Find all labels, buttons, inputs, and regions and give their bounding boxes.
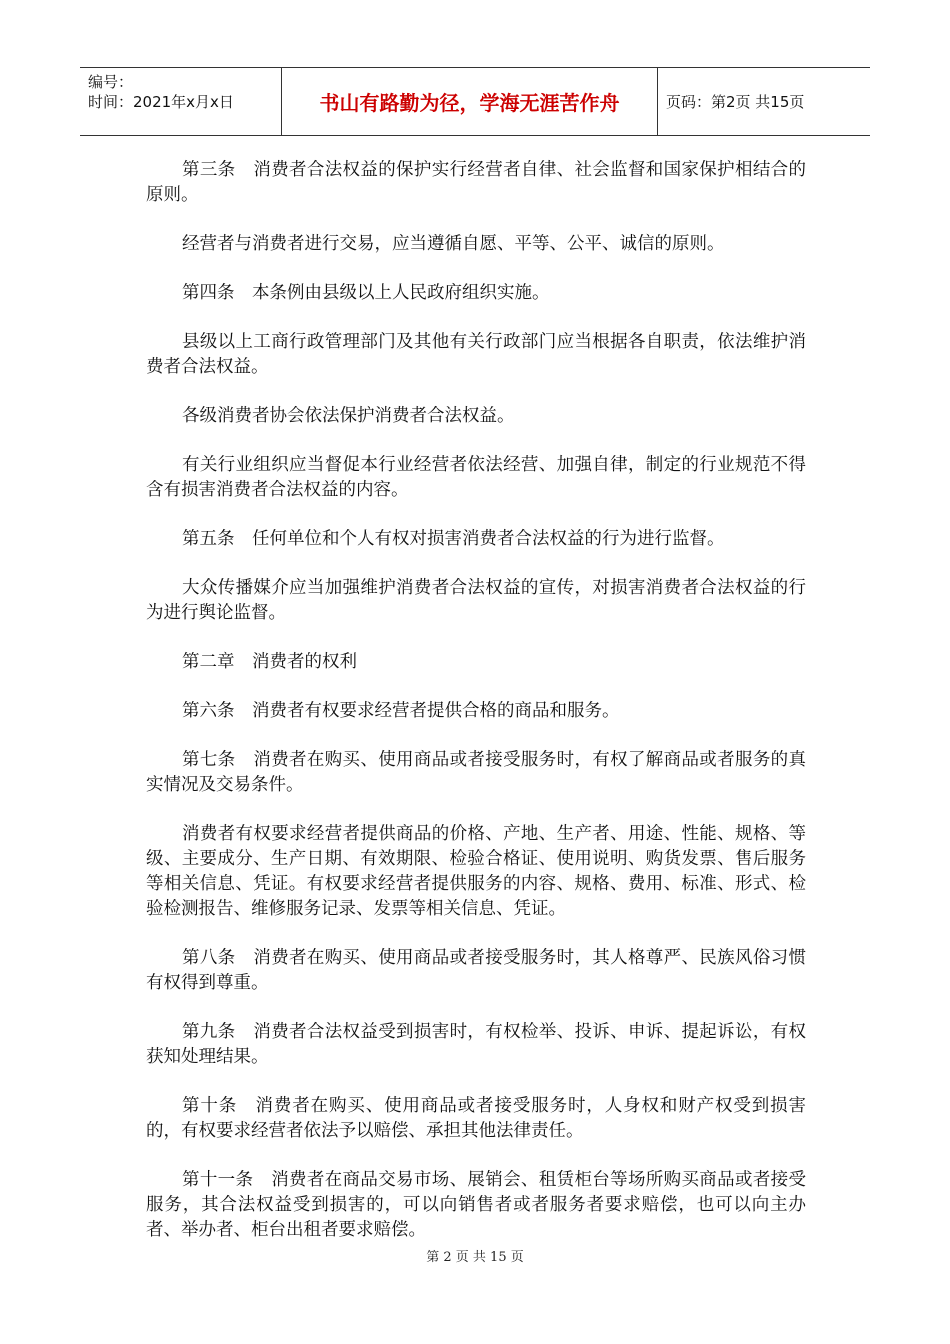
page-info-text: 页码：第2页 共15页 <box>666 93 805 111</box>
header-meta <box>80 68 282 135</box>
footer-page-number: 第 2 页 共 15 页 <box>426 1250 524 1265</box>
motto-text: 书山有路勤为径，学海无涯苦作舟 <box>319 91 620 115</box>
paragraph: 各级消费者协会依法保护消费者合法权益。 <box>182 406 515 426</box>
paragraph: 第十一条 消费者在商品交易市场、展销会、租赁柜台等场所购买商品或者接受服务，其合法权益受到损害的，可以向销售者或者服务者要求赔偿，也可以向主办者、举办者、柜台出租者要求赔偿。 <box>146 1170 806 1240</box>
paragraph: 第七条 消费者在购买、使用商品或者接受服务时，有权了解商品或者服务的真实情况及交易条件。 <box>146 750 806 795</box>
paragraph: 经营者与消费者进行交易，应当遵循自愿、平等、公平、诚信的原则。 <box>182 234 725 254</box>
paragraph: 第四条 本条例由县级以上人民政府组织实施。 <box>182 283 550 303</box>
header-page-info <box>658 68 870 135</box>
document-number-label: 编号： <box>88 73 134 91</box>
page-footer <box>0 1246 950 1265</box>
paragraph: 第八条 消费者在购买、使用商品或者接受服务时，其人格尊严、民族风俗习惯有权得到尊重。 <box>146 948 806 993</box>
paragraph: 第十条 消费者在购买、使用商品或者接受服务时，人身权和财产权受到损害的，有权要求经营者依法予以赔偿、承担其他法律责任。 <box>146 1096 806 1141</box>
paragraph: 第三条 消费者合法权益的保护实行经营者自律、社会监督和国家保护相结合的原则。 <box>146 160 806 205</box>
header-motto <box>282 68 658 135</box>
paragraph: 第五条 任何单位和个人有权对损害消费者合法权益的行为进行监督。 <box>182 529 725 549</box>
paragraph: 县级以上工商行政管理部门及其他有关行政部门应当根据各自职责，依法维护消费者合法权益。 <box>146 332 806 377</box>
paragraph: 第六条 消费者有权要求经营者提供合格的商品和服务。 <box>182 701 620 721</box>
paragraph: 有关行业组织应当督促本行业经营者依法经营、加强自律，制定的行业规范不得含有损害消费者合法权益的内容。 <box>146 455 806 500</box>
document-body <box>146 158 806 1267</box>
document-time: 时间：2021年x月x日 <box>88 93 234 111</box>
paragraph: 第九条 消费者合法权益受到损害时，有权检举、投诉、申诉、提起诉讼，有权获知处理结果。 <box>146 1022 806 1067</box>
paragraph: 大众传播媒介应当加强维护消费者合法权益的宣传，对损害消费者合法权益的行为进行舆论监督。 <box>146 578 806 623</box>
paragraph: 消费者有权要求经营者提供商品的价格、产地、生产者、用途、性能、规格、等级、主要成分、生产日期、有效期限、检验合格证、使用说明、购货发票、售后服务等相关信息、凭证。有权要求经营者提供服务的内容、规格、费用、标准、形式、检验检测报告、维修服务记录、发票等相关信息、凭证。 <box>146 824 806 919</box>
chapter-heading: 第二章 消费者的权利 <box>182 652 357 672</box>
document-header <box>80 67 870 136</box>
